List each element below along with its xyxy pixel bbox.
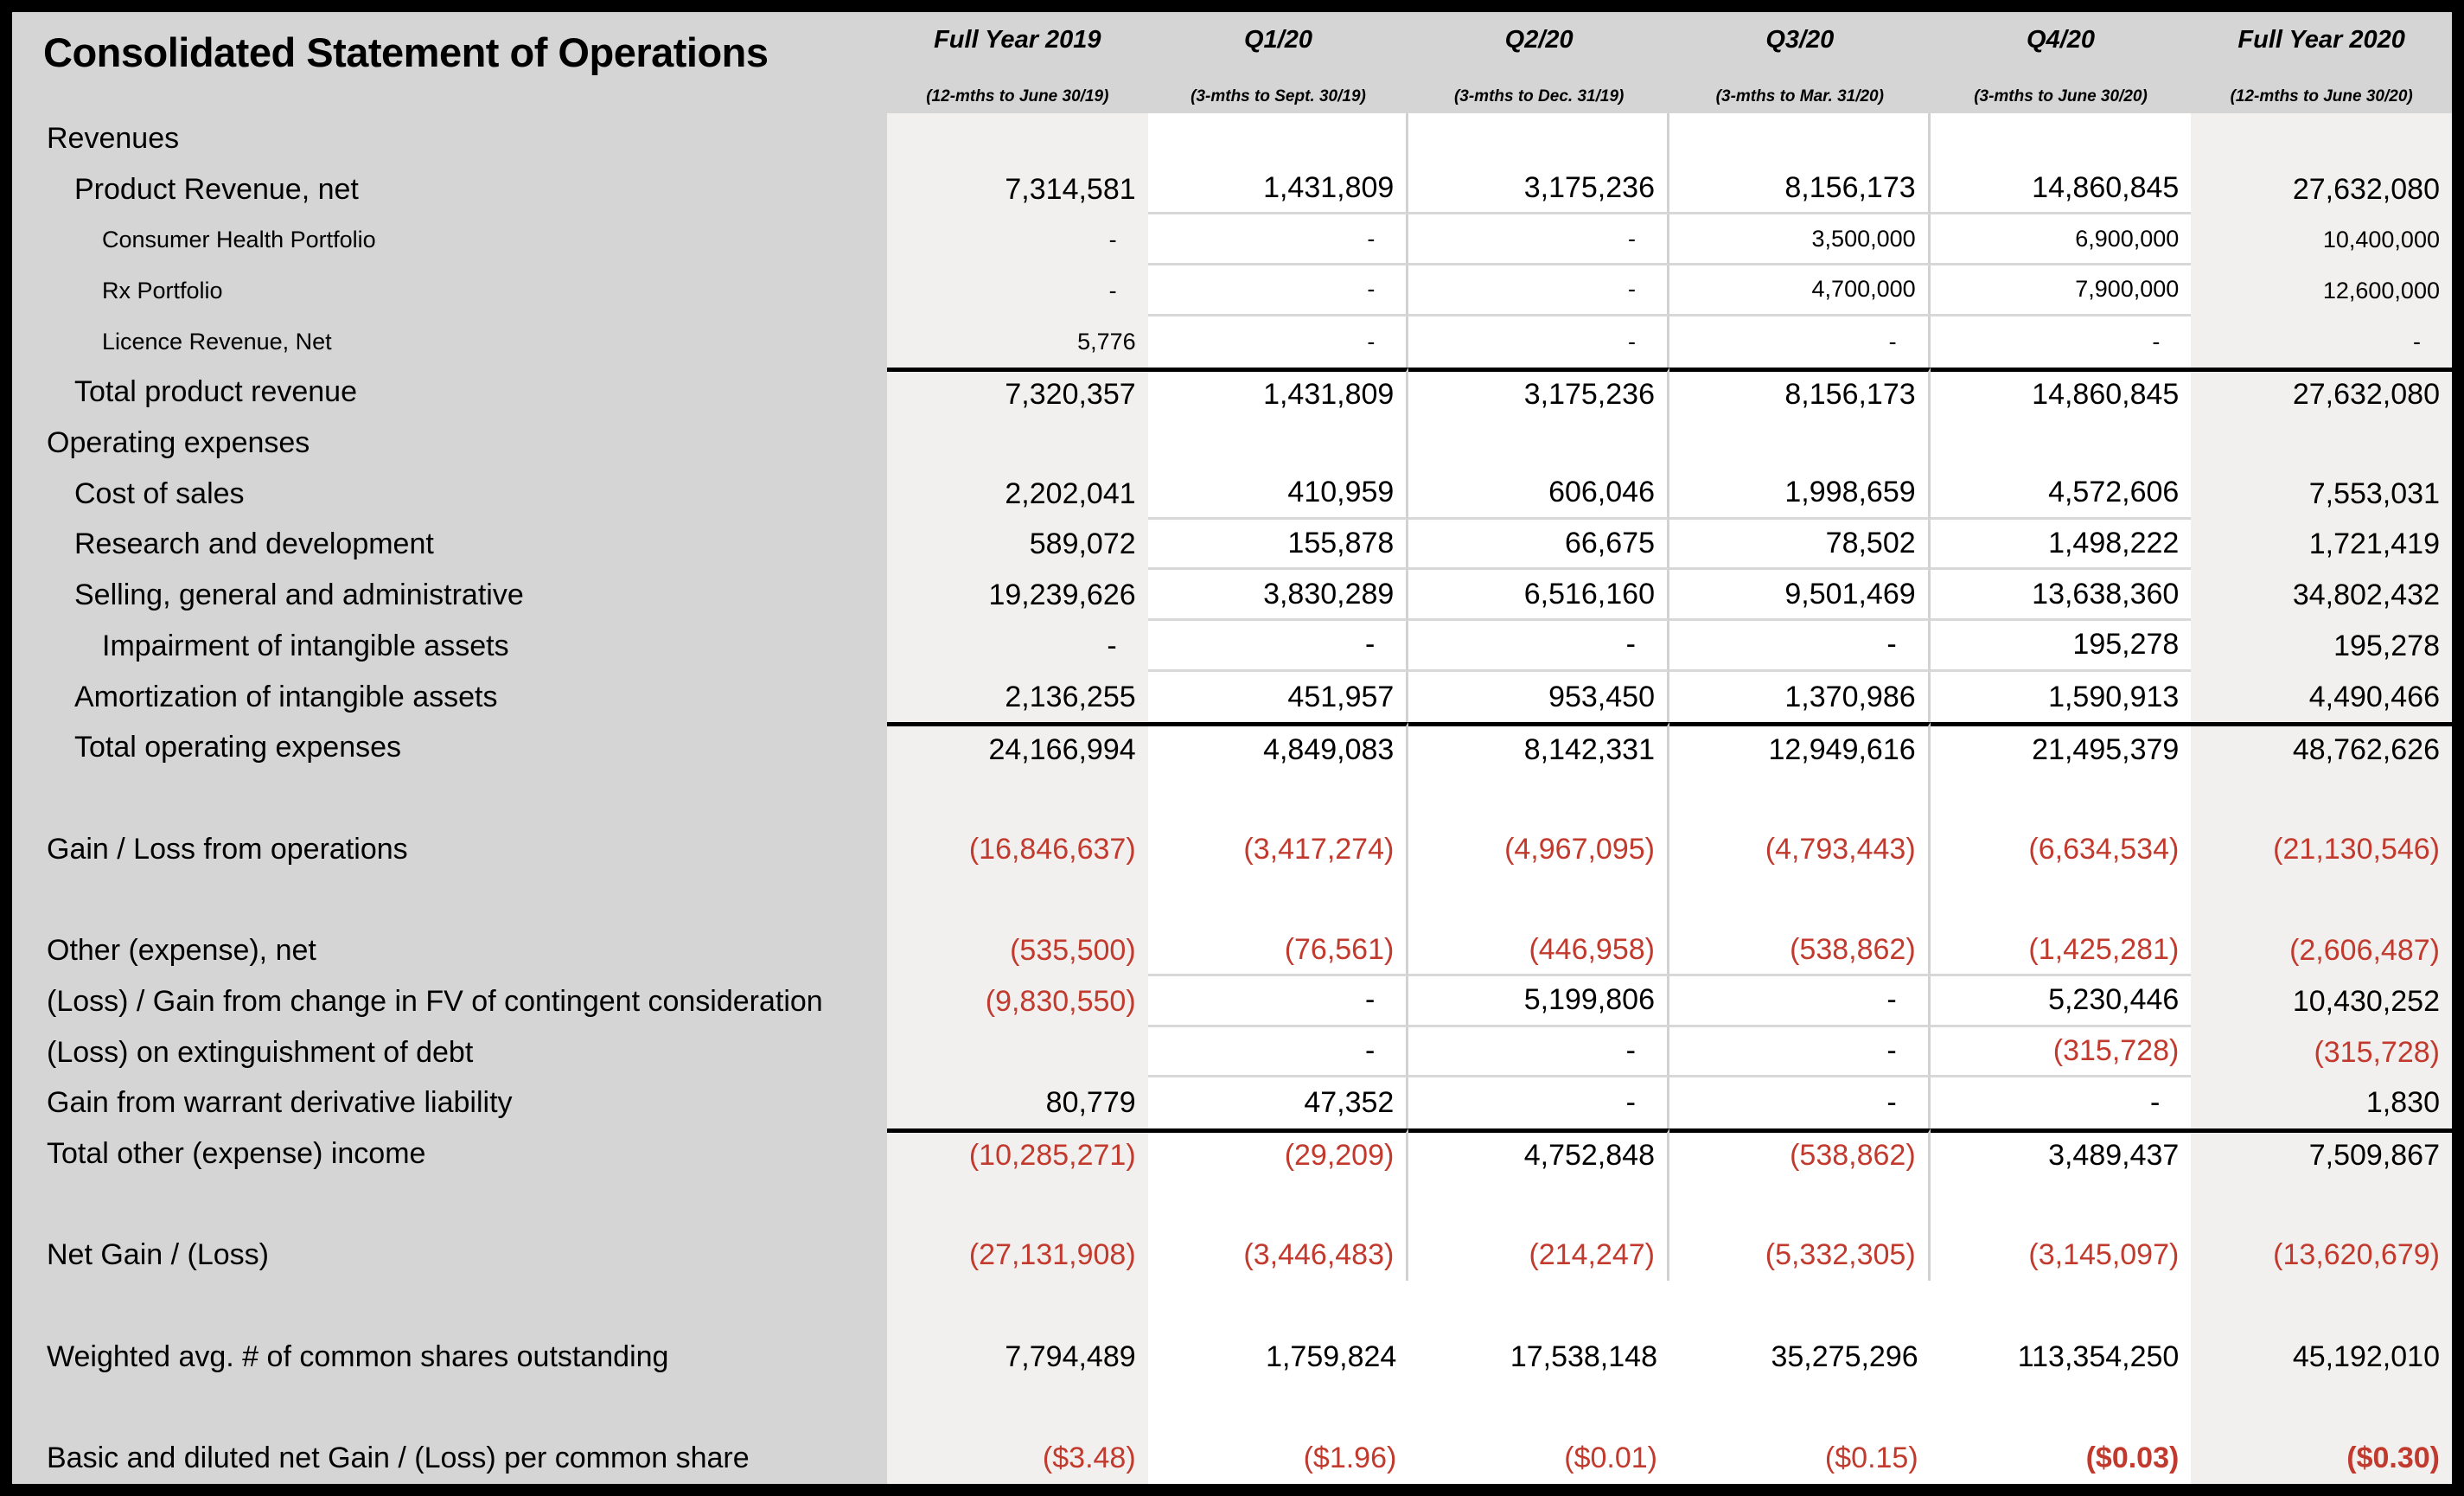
spacer-cell xyxy=(1148,418,1409,469)
cell: 8,156,173 xyxy=(1669,164,1931,215)
cell: 34,802,432 xyxy=(2191,570,2452,621)
cell: - xyxy=(1408,316,1669,368)
row-label: Research and development xyxy=(12,520,887,571)
spacer-label xyxy=(12,875,887,926)
cell: 1,998,659 xyxy=(1669,469,1931,520)
cell: 1,759,824 xyxy=(1148,1332,1409,1383)
column-header-period: (12-mths to June 30/19) xyxy=(926,87,1109,105)
cell: 24,166,994 xyxy=(887,722,1148,773)
cell: - xyxy=(1408,214,1669,265)
spacer-cell xyxy=(1408,113,1669,164)
cell: (3,145,097) xyxy=(1931,1230,2192,1281)
cell: (13,620,679) xyxy=(2191,1230,2452,1281)
cell: 2,136,255 xyxy=(887,672,1148,723)
cell: (535,500) xyxy=(887,925,1148,976)
spacer-cell xyxy=(1669,418,1931,469)
spacer-cell xyxy=(887,773,1148,824)
column-header-4 xyxy=(1931,12,2192,113)
column-header-3 xyxy=(1669,12,1931,113)
cell: - xyxy=(1669,621,1931,672)
row-label: Weighted avg. # of common shares outstanding xyxy=(12,1332,887,1383)
cell: 10,430,252 xyxy=(2191,976,2452,1027)
spacer-cell xyxy=(2191,113,2452,164)
spacer-cell xyxy=(887,1281,1148,1332)
cell: 410,959 xyxy=(1148,469,1409,520)
cell: (10,285,271) xyxy=(887,1128,1148,1180)
cell: 7,509,867 xyxy=(2191,1128,2452,1180)
spacer-label xyxy=(12,1281,887,1332)
cell: (21,130,546) xyxy=(2191,824,2452,875)
spacer-cell xyxy=(1148,773,1409,824)
cell: 12,600,000 xyxy=(2191,265,2452,316)
spacer-label xyxy=(12,1180,887,1231)
cell: - xyxy=(1148,214,1409,265)
spacer-label xyxy=(12,773,887,824)
cell: - xyxy=(1931,1077,2192,1128)
spacer-cell xyxy=(1931,113,2192,164)
spacer-cell xyxy=(1931,773,2192,824)
column-header-label: Q2/20 xyxy=(1504,26,1574,54)
cell: 7,553,031 xyxy=(2191,469,2452,520)
cell: - xyxy=(2191,316,2452,368)
cell: 7,900,000 xyxy=(1931,265,2192,316)
cell: 9,501,469 xyxy=(1669,570,1931,621)
cell: 12,949,616 xyxy=(1669,722,1931,773)
row-label: Gain / Loss from operations xyxy=(12,824,887,875)
column-header-period: (3-mths to Dec. 31/19) xyxy=(1453,87,1625,105)
cell: 3,175,236 xyxy=(1408,368,1669,419)
cell: ($3.48) xyxy=(887,1433,1148,1484)
cell: 5,199,806 xyxy=(1408,976,1669,1027)
cell: 1,830 xyxy=(2191,1077,2452,1128)
row-label: Consumer Health Portfolio xyxy=(12,214,887,265)
cell: 80,779 xyxy=(887,1077,1148,1128)
cell: 1,721,419 xyxy=(2191,520,2452,571)
spacer-cell xyxy=(2191,1383,2452,1434)
cell: - xyxy=(1408,265,1669,316)
column-header-period: (12-mths to June 30/20) xyxy=(2230,87,2413,105)
cell: (27,131,908) xyxy=(887,1230,1148,1281)
cell: 4,490,466 xyxy=(2191,672,2452,723)
cell: (315,728) xyxy=(2191,1027,2452,1078)
column-header-period: (3-mths to Mar. 31/20) xyxy=(1715,87,1884,105)
cell: ($0.01) xyxy=(1408,1433,1669,1484)
cell: (315,728) xyxy=(1931,1027,2192,1078)
spacer-cell xyxy=(1669,1281,1931,1332)
cell: - xyxy=(1931,316,2192,368)
spacer-cell xyxy=(2191,773,2452,824)
row-label: Gain from warrant derivative liability xyxy=(12,1077,887,1128)
spacer-cell xyxy=(1669,113,1931,164)
spacer-cell xyxy=(1931,418,2192,469)
spacer-cell xyxy=(1408,418,1669,469)
spacer-cell xyxy=(1669,875,1931,926)
cell: - xyxy=(1148,621,1409,672)
cell: (3,446,483) xyxy=(1148,1230,1409,1281)
cell: - xyxy=(1148,976,1409,1027)
row-label: (Loss) on extinguishment of debt xyxy=(12,1027,887,1078)
cell: 7,794,489 xyxy=(887,1332,1148,1383)
row-label: Basic and diluted net Gain / (Loss) per common share xyxy=(12,1433,887,1484)
row-label: Cost of sales xyxy=(12,469,887,520)
cell: 6,900,000 xyxy=(1931,214,2192,265)
cell: 47,352 xyxy=(1148,1077,1409,1128)
column-header-5 xyxy=(2191,12,2452,113)
cell: ($1.96) xyxy=(1148,1433,1409,1484)
column-header-label: Q1/20 xyxy=(1243,26,1312,54)
spacer-cell xyxy=(1148,1180,1409,1231)
column-header-0 xyxy=(887,12,1148,113)
spacer-cell xyxy=(1148,1281,1409,1332)
cell: ($0.15) xyxy=(1669,1433,1931,1484)
cell: 8,156,173 xyxy=(1669,368,1931,419)
spacer-cell xyxy=(887,113,1148,164)
cell: 3,175,236 xyxy=(1408,164,1669,215)
cell: 10,400,000 xyxy=(2191,214,2452,265)
cell: 5,230,446 xyxy=(1931,976,2192,1027)
row-label: Product Revenue, net xyxy=(12,164,887,215)
spacer-cell xyxy=(887,1180,1148,1231)
cell: 48,762,626 xyxy=(2191,722,2452,773)
spacer-cell xyxy=(2191,1281,2452,1332)
cell: 195,278 xyxy=(2191,621,2452,672)
cell: 27,632,080 xyxy=(2191,164,2452,215)
cell: - xyxy=(887,265,1148,316)
cell: (76,561) xyxy=(1148,925,1409,976)
cell: (538,862) xyxy=(1669,1128,1931,1180)
cell: (16,846,637) xyxy=(887,824,1148,875)
cell: 14,860,845 xyxy=(1931,368,2192,419)
cell: (1,425,281) xyxy=(1931,925,2192,976)
cell: (4,793,443) xyxy=(1669,824,1931,875)
spacer-cell xyxy=(2191,418,2452,469)
cell: - xyxy=(1148,316,1409,368)
cell: 14,860,845 xyxy=(1931,164,2192,215)
cell: - xyxy=(1148,265,1409,316)
spacer-cell xyxy=(1408,1180,1669,1231)
spacer-cell xyxy=(1408,1281,1669,1332)
spacer-label xyxy=(12,1383,887,1434)
cell: 4,752,848 xyxy=(1408,1128,1669,1180)
cell: 4,572,606 xyxy=(1931,469,2192,520)
spacer-cell xyxy=(1931,1180,2192,1231)
cell: - xyxy=(1669,316,1931,368)
spacer-cell xyxy=(887,875,1148,926)
cell: ($0.03) xyxy=(1931,1433,2192,1484)
spacer-cell xyxy=(1148,875,1409,926)
cell: 6,516,160 xyxy=(1408,570,1669,621)
cell: - xyxy=(887,214,1148,265)
cell: (5,332,305) xyxy=(1669,1230,1931,1281)
spacer-cell xyxy=(1669,773,1931,824)
cell: (3,417,274) xyxy=(1148,824,1409,875)
cell: - xyxy=(1669,976,1931,1027)
cell: 451,957 xyxy=(1148,672,1409,723)
spacer-cell xyxy=(887,1383,1148,1434)
title-cell xyxy=(12,12,887,113)
column-header-label: Q4/20 xyxy=(2026,26,2095,54)
spacer-cell xyxy=(1669,1180,1931,1231)
row-label: Total product revenue xyxy=(12,368,887,419)
cell: 66,675 xyxy=(1408,520,1669,571)
cell: 4,700,000 xyxy=(1669,265,1931,316)
cell xyxy=(887,1027,1148,1078)
column-header-label: Q3/20 xyxy=(1765,26,1835,54)
cell: 7,320,357 xyxy=(887,368,1148,419)
cell: - xyxy=(1669,1027,1931,1078)
cell: 3,830,289 xyxy=(1148,570,1409,621)
cell: - xyxy=(1408,1077,1669,1128)
cell: - xyxy=(1408,621,1669,672)
cell: 1,590,913 xyxy=(1931,672,2192,723)
cell: 1,431,809 xyxy=(1148,164,1409,215)
spacer-cell xyxy=(2191,1180,2452,1231)
row-label: Net Gain / (Loss) xyxy=(12,1230,887,1281)
section-label: Revenues xyxy=(12,113,887,164)
row-label: Impairment of intangible assets xyxy=(12,621,887,672)
spacer-cell xyxy=(2191,875,2452,926)
row-label: Rx Portfolio xyxy=(12,265,887,316)
cell: 195,278 xyxy=(1931,621,2192,672)
row-label: Licence Revenue, Net xyxy=(12,316,887,368)
spacer-cell xyxy=(1408,773,1669,824)
cell: 5,776 xyxy=(887,316,1148,368)
row-label: (Loss) / Gain from change in FV of contingent consideration xyxy=(12,976,887,1027)
cell: (538,862) xyxy=(1669,925,1931,976)
cell: 1,498,222 xyxy=(1931,520,2192,571)
cell: 1,431,809 xyxy=(1148,368,1409,419)
cell: ($0.30) xyxy=(2191,1433,2452,1484)
row-label: Total other (expense) income xyxy=(12,1128,887,1180)
cell: (2,606,487) xyxy=(2191,925,2452,976)
cell: 7,314,581 xyxy=(887,164,1148,215)
spacer-cell xyxy=(1931,1281,2192,1332)
cell: 21,495,379 xyxy=(1931,722,2192,773)
cell: 3,489,437 xyxy=(1931,1128,2192,1180)
cell: 606,046 xyxy=(1408,469,1669,520)
cell: 45,192,010 xyxy=(2191,1332,2452,1383)
cell: 13,638,360 xyxy=(1931,570,2192,621)
cell: (29,209) xyxy=(1148,1128,1409,1180)
spacer-cell xyxy=(887,418,1148,469)
cell: 78,502 xyxy=(1669,520,1931,571)
cell: (6,634,534) xyxy=(1931,824,2192,875)
cell: (214,247) xyxy=(1408,1230,1669,1281)
cell: - xyxy=(1408,1027,1669,1078)
spacer-cell xyxy=(1931,875,2192,926)
cell: 1,370,986 xyxy=(1669,672,1931,723)
row-label: Other (expense), net xyxy=(12,925,887,976)
spacer-cell xyxy=(1931,1383,2192,1434)
cell: 953,450 xyxy=(1408,672,1669,723)
cell: (4,967,095) xyxy=(1408,824,1669,875)
cell: 155,878 xyxy=(1148,520,1409,571)
cell: 113,354,250 xyxy=(1931,1332,2192,1383)
cell: (446,958) xyxy=(1408,925,1669,976)
spacer-cell xyxy=(1408,875,1669,926)
column-header-2 xyxy=(1408,12,1669,113)
cell: 3,500,000 xyxy=(1669,214,1931,265)
cell: 19,239,626 xyxy=(887,570,1148,621)
column-header-period: (3-mths to June 30/20) xyxy=(1974,87,2148,105)
cell: 589,072 xyxy=(887,520,1148,571)
row-label: Amortization of intangible assets xyxy=(12,672,887,723)
cell: 4,849,083 xyxy=(1148,722,1409,773)
row-label: Selling, general and administrative xyxy=(12,570,887,621)
statement-title: Consolidated Statement of Operations xyxy=(43,29,769,75)
cell: 17,538,148 xyxy=(1408,1332,1669,1383)
spacer-cell xyxy=(1148,113,1409,164)
column-header-label: Full Year 2020 xyxy=(2237,26,2405,54)
cell: 35,275,296 xyxy=(1669,1332,1931,1383)
cell: 8,142,331 xyxy=(1408,722,1669,773)
cell: 27,632,080 xyxy=(2191,368,2452,419)
cell: - xyxy=(887,621,1148,672)
spacer-cell xyxy=(1669,1383,1931,1434)
cell: - xyxy=(1669,1077,1931,1128)
spacer-cell xyxy=(1408,1383,1669,1434)
section-label: Operating expenses xyxy=(12,418,887,469)
spacer-cell xyxy=(1148,1383,1409,1434)
statement-table xyxy=(12,12,2452,1484)
column-header-label: Full Year 2019 xyxy=(934,26,1101,54)
cell: - xyxy=(1148,1027,1409,1078)
cell: 2,202,041 xyxy=(887,469,1148,520)
row-label: Total operating expenses xyxy=(12,722,887,773)
column-header-1 xyxy=(1148,12,1409,113)
column-header-period: (3-mths to Sept. 30/19) xyxy=(1191,87,1366,105)
cell: (9,830,550) xyxy=(887,976,1148,1027)
